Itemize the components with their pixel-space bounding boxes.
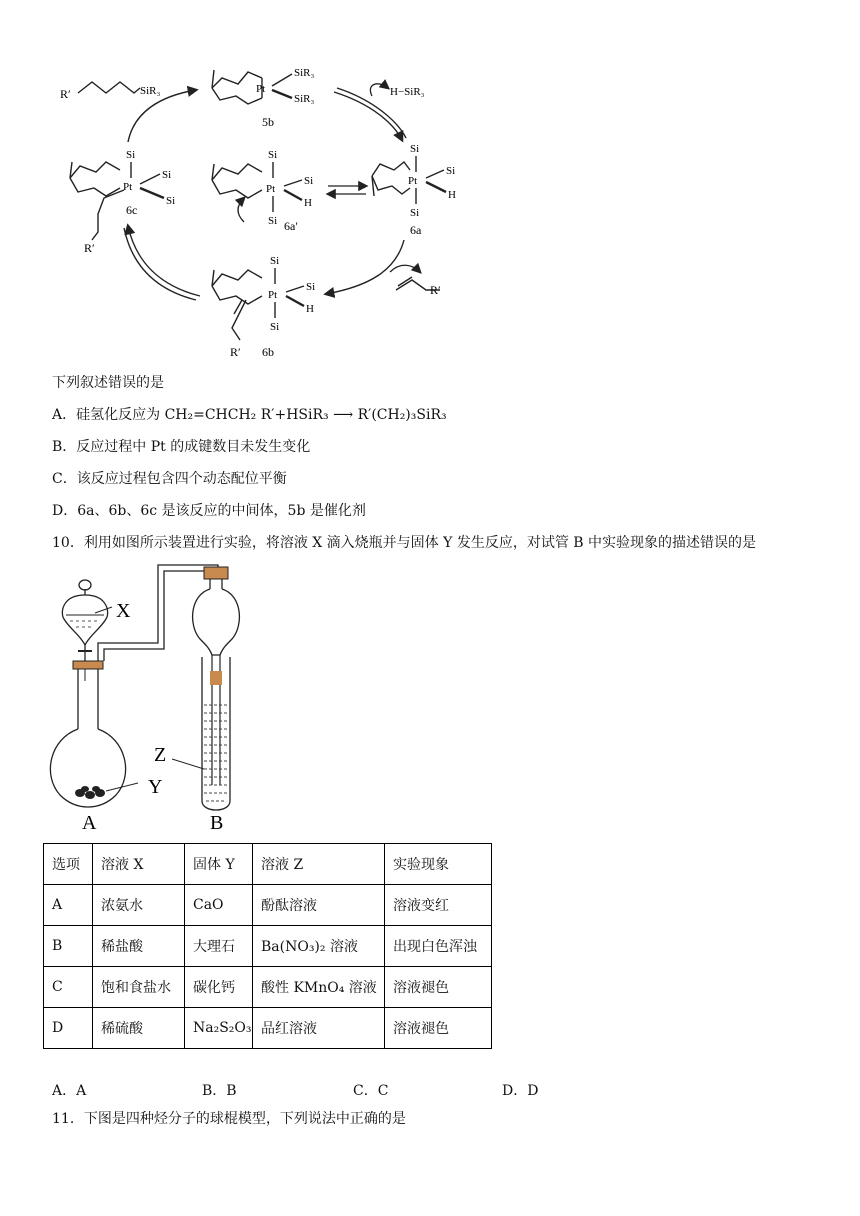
- q9-option-d[interactable]: [52, 502, 366, 520]
- svg-text:Si: Si: [270, 321, 280, 333]
- q10-choice-a[interactable]: A．A: [52, 1083, 87, 1099]
- table-cell: Ba(NO₃)₂ 溶液: [253, 926, 385, 967]
- option-text: 该反应过程包含四个动态配位平衡: [76, 471, 287, 487]
- table-row: [44, 1008, 492, 1049]
- q9-option-c[interactable]: [52, 470, 287, 488]
- table-cell: 大理石: [185, 926, 253, 967]
- table-cell: 酚酞溶液: [253, 885, 385, 926]
- table-cell: 溶液褪色: [385, 967, 492, 1008]
- table-cell: A: [44, 885, 93, 926]
- q9-option-a[interactable]: [52, 406, 447, 424]
- table-cell: 稀盐酸: [93, 926, 185, 967]
- q10-choice-c[interactable]: C．C: [353, 1083, 389, 1099]
- table-header-cell: 溶液 Z: [253, 844, 385, 885]
- option-text: 6a、6b、6c 是该反应的中间体，5b 是催化剂: [77, 503, 366, 519]
- svg-text:Si: Si: [126, 149, 136, 161]
- sir3-label: SiR₃: [140, 85, 161, 97]
- label-a: A: [82, 812, 97, 834]
- label-6c: 6c: [126, 203, 138, 217]
- q9-stem: 下列叙述错误的是: [52, 375, 164, 391]
- label-5b: 5b: [262, 115, 274, 129]
- hsir3-reagent: [370, 84, 424, 98]
- table-cell: 出现白色浑浊: [385, 926, 492, 967]
- complex-6a: [372, 143, 456, 237]
- table-cell: 溶液褪色: [385, 1008, 492, 1049]
- q10-options-table: [43, 843, 492, 1049]
- alkene-reagent: [390, 265, 441, 297]
- table-cell: B: [44, 926, 93, 967]
- svg-text:Pt: Pt: [408, 175, 418, 187]
- svg-text:Pt: Pt: [268, 289, 278, 301]
- q11-stem: 11．下图是四种烃分子的球棍模型，下列说法中正确的是: [52, 1111, 406, 1127]
- equilibrium-arrows: [328, 186, 366, 194]
- complex-6c: [70, 149, 175, 255]
- flask-stopper: [73, 661, 103, 669]
- catalytic-cycle-figure: [0, 0, 500, 365]
- label-b: B: [210, 812, 224, 834]
- product-chain: [60, 82, 161, 101]
- apparatus-figure: [40, 555, 270, 835]
- table-cell: Na₂S₂O₃: [185, 1008, 253, 1049]
- option-letter: D．: [52, 503, 78, 519]
- option-text: 反应过程中 Pt 的成键数目未发生变化: [76, 439, 311, 455]
- svg-text:R′: R′: [430, 283, 441, 297]
- label-x: X: [116, 600, 131, 622]
- label-6b: 6b: [262, 345, 274, 359]
- svg-text:Pt: Pt: [266, 183, 276, 195]
- svg-text:Pt: Pt: [123, 181, 133, 193]
- svg-text:Si: Si: [268, 149, 278, 161]
- option-letter: C．: [52, 471, 77, 487]
- svg-text:H: H: [306, 303, 314, 315]
- svg-text:SiR₃: SiR₃: [294, 67, 315, 79]
- table-row: [44, 885, 492, 926]
- label-6a-prime: 6a′: [284, 219, 298, 233]
- svg-text:R′: R′: [84, 241, 95, 255]
- table-cell: C: [44, 967, 93, 1008]
- complex-6b: [212, 255, 315, 359]
- table-cell: 饱和食盐水: [93, 967, 185, 1008]
- svg-text:R′: R′: [230, 345, 241, 359]
- r-prime-label: R′: [60, 87, 71, 101]
- svg-text:Si: Si: [410, 207, 420, 219]
- round-bottom-flask: [50, 669, 138, 807]
- table-cell: 酸性 KMnO₄ 溶液: [253, 967, 385, 1008]
- svg-text:Si: Si: [446, 165, 456, 177]
- label-y: Y: [148, 776, 163, 798]
- option-letter: A．: [52, 407, 77, 423]
- table-row: [44, 967, 492, 1008]
- svg-text:H: H: [304, 197, 312, 209]
- option-letter: B．: [52, 439, 77, 455]
- svg-text:Si: Si: [306, 281, 316, 293]
- table-cell: 浓氨水: [93, 885, 185, 926]
- table-header-cell: 实验现象: [385, 844, 492, 885]
- test-tube-b: [172, 567, 239, 810]
- svg-text:Si: Si: [270, 255, 280, 267]
- table-cell: 碳化钙: [185, 967, 253, 1008]
- svg-text:Si: Si: [166, 195, 176, 207]
- table-header-cell: 选项: [44, 844, 93, 885]
- table-row: [44, 926, 492, 967]
- svg-text:Si: Si: [304, 175, 314, 187]
- svg-text:Pt: Pt: [256, 83, 266, 95]
- table-header-cell: 溶液 X: [93, 844, 185, 885]
- complex-5b: [212, 67, 315, 129]
- q10-choice-b[interactable]: B．B: [202, 1083, 237, 1099]
- table-cell: 稀硫酸: [93, 1008, 185, 1049]
- complex-6a-prime: [212, 149, 313, 233]
- svg-text:Si: Si: [162, 169, 172, 181]
- label-z: Z: [154, 744, 167, 766]
- svg-text:SiR₃: SiR₃: [294, 93, 315, 105]
- svg-text:H: H: [448, 189, 456, 201]
- option-text: 硅氢化反应为 CH₂=CHCH₂ R′+HSiR₃ ⟶ R′(CH₂)₃SiR₃: [76, 407, 447, 423]
- q10-stem: 10．利用如图所示装置进行实验，将溶液 X 滴入烧瓶并与固体 Y 发生反应，对试管 B 中实验现象的描述错误的是: [52, 535, 757, 551]
- table-header-row: [44, 844, 492, 885]
- svg-text:Si: Si: [268, 215, 278, 227]
- table-cell: 品红溶液: [253, 1008, 385, 1049]
- table-cell: 溶液变红: [385, 885, 492, 926]
- table-header-cell: 固体 Y: [185, 844, 253, 885]
- label-6a: 6a: [410, 223, 422, 237]
- hsir3-label: H−SiR₃: [390, 86, 425, 98]
- svg-text:Si: Si: [410, 143, 420, 155]
- table-cell: D: [44, 1008, 93, 1049]
- table-cell: CaO: [185, 885, 253, 926]
- q10-choice-d[interactable]: D．D: [502, 1083, 539, 1099]
- q9-option-b[interactable]: [52, 438, 310, 456]
